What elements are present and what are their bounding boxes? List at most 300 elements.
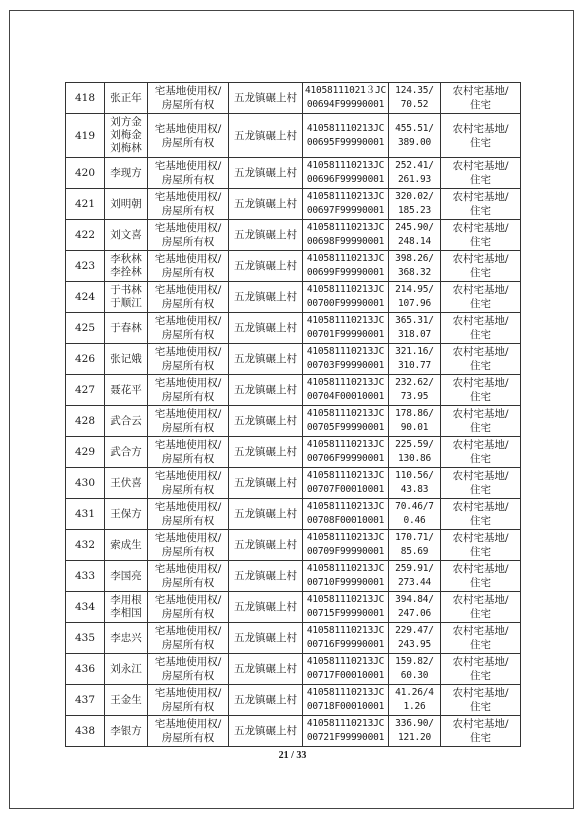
land-use-line: 农村宅基地/ xyxy=(452,439,509,451)
owner-name-line: 武合云 xyxy=(110,414,142,427)
location-cell: 五龙镇碾上村 xyxy=(229,83,303,114)
land-use-line: 农村宅基地/ xyxy=(452,625,509,637)
owner-name-cell xyxy=(105,623,148,654)
owner-name-cell xyxy=(105,685,148,716)
right-type-cell xyxy=(148,623,229,654)
owner-name-cell xyxy=(105,251,148,282)
area-line: 389.00 xyxy=(397,136,432,148)
row-number-cell: 427 xyxy=(66,375,105,406)
row-number-cell: 438 xyxy=(66,716,105,747)
unit-code-line: 00705F99990001 xyxy=(306,422,385,433)
owner-name-line: 武合方 xyxy=(110,445,142,458)
owner-name-cell xyxy=(105,375,148,406)
owner-name-cell xyxy=(105,344,148,375)
right-type-line: 宅基地使用权/ xyxy=(154,470,222,482)
land-use-line: 农村宅基地/ xyxy=(452,563,509,575)
table-row xyxy=(66,220,521,251)
table-row xyxy=(66,654,521,685)
unit-code-cell xyxy=(303,530,389,561)
location-cell: 五龙镇碾上村 xyxy=(229,468,303,499)
row-number-cell: 435 xyxy=(66,623,105,654)
area-line: 178.86/ xyxy=(395,408,434,419)
row-number-cell: 436 xyxy=(66,654,105,685)
owner-name-cell xyxy=(105,158,148,189)
unit-code-cell xyxy=(303,114,389,158)
owner-name-cell xyxy=(105,716,148,747)
unit-code-line: 410581110213JC xyxy=(306,687,385,698)
owner-name-cell xyxy=(105,83,148,114)
right-type-line: 宅基地使用权/ xyxy=(154,718,222,730)
area-cell xyxy=(389,158,441,189)
unit-code-line: 410581110213JC xyxy=(306,253,385,264)
area-line: 159.82/ xyxy=(395,656,434,667)
unit-code-cell xyxy=(303,158,389,189)
right-type-cell xyxy=(148,83,229,114)
location-cell: 五龙镇碾上村 xyxy=(229,375,303,406)
land-use-cell xyxy=(441,220,521,251)
owner-name-line: 王保方 xyxy=(110,507,142,520)
owner-name-line: 李秋林 xyxy=(110,253,142,265)
table-row xyxy=(66,499,521,530)
right-type-cell xyxy=(148,716,229,747)
land-use-line: 住宅 xyxy=(470,391,491,403)
property-registry-table xyxy=(65,82,521,747)
right-type-line: 房屋所有权 xyxy=(161,732,215,744)
area-cell xyxy=(389,654,441,685)
right-type-line: 房屋所有权 xyxy=(161,577,215,589)
unit-code-line: 410581110213JC xyxy=(306,160,385,171)
owner-name-line: 李现方 xyxy=(110,166,142,179)
location-cell: 五龙镇碾上村 xyxy=(229,654,303,685)
area-cell xyxy=(389,189,441,220)
row-number-cell: 434 xyxy=(66,592,105,623)
unit-code-cell xyxy=(303,406,389,437)
area-line: 70.46/7 xyxy=(395,501,434,512)
owner-name-cell xyxy=(105,406,148,437)
right-type-cell xyxy=(148,313,229,344)
right-type-line: 房屋所有权 xyxy=(161,670,215,682)
owner-name-line: 刘文喜 xyxy=(110,228,142,241)
area-line: 225.59/ xyxy=(395,439,434,450)
owner-name-line: 于书林 xyxy=(110,284,142,296)
owner-name-line: 刘梅金 xyxy=(110,129,142,141)
owner-name-line: 李国亮 xyxy=(110,569,142,582)
area-line: 321.16/ xyxy=(395,346,434,357)
unit-code-line: 00698F99990001 xyxy=(306,236,385,247)
owner-name-cell xyxy=(105,530,148,561)
table-row xyxy=(66,83,521,114)
land-use-line: 农村宅基地/ xyxy=(452,191,509,203)
land-use-line: 住宅 xyxy=(470,329,491,341)
land-use-cell xyxy=(441,114,521,158)
unit-code-line: 00696F99990001 xyxy=(306,174,385,185)
unit-code-cell xyxy=(303,592,389,623)
unit-code-line: 410581110213JC xyxy=(306,532,385,543)
land-use-line: 农村宅基地/ xyxy=(452,687,509,699)
right-type-cell xyxy=(148,251,229,282)
area-cell xyxy=(389,530,441,561)
right-type-cell xyxy=(148,189,229,220)
land-use-line: 住宅 xyxy=(470,732,491,744)
right-type-cell xyxy=(148,530,229,561)
land-use-cell xyxy=(441,251,521,282)
unit-code-cell xyxy=(303,499,389,530)
area-cell xyxy=(389,114,441,158)
land-use-line: 农村宅基地/ xyxy=(452,408,509,420)
row-number-cell: 426 xyxy=(66,344,105,375)
location-cell: 五龙镇碾上村 xyxy=(229,592,303,623)
land-use-cell xyxy=(441,158,521,189)
unit-code-line: 00718F00010001 xyxy=(306,701,385,712)
row-number-cell: 421 xyxy=(66,189,105,220)
location-cell: 五龙镇碾上村 xyxy=(229,499,303,530)
area-line: 90.01 xyxy=(400,422,429,433)
land-use-cell xyxy=(441,406,521,437)
right-type-line: 房屋所有权 xyxy=(161,236,215,248)
table-row xyxy=(66,623,521,654)
land-use-cell xyxy=(441,654,521,685)
right-type-cell xyxy=(148,685,229,716)
location-cell: 五龙镇碾上村 xyxy=(229,561,303,592)
unit-code-line: 00699F99990001 xyxy=(306,267,385,278)
owner-name-line: 刘永江 xyxy=(110,662,142,675)
land-use-line: 农村宅基地/ xyxy=(452,253,509,265)
land-use-line: 住宅 xyxy=(470,205,491,217)
right-type-line: 宅基地使用权/ xyxy=(154,160,222,172)
owner-name-line: 王伏喜 xyxy=(110,476,142,489)
land-use-line: 住宅 xyxy=(470,267,491,279)
land-use-line: 住宅 xyxy=(470,577,491,589)
row-number-cell: 423 xyxy=(66,251,105,282)
land-use-line: 住宅 xyxy=(470,639,491,651)
table-row xyxy=(66,561,521,592)
row-number-cell: 428 xyxy=(66,406,105,437)
land-use-line: 农村宅基地/ xyxy=(452,594,509,606)
location-cell: 五龙镇碾上村 xyxy=(229,406,303,437)
area-line: 243.95 xyxy=(397,639,432,650)
area-line: 70.52 xyxy=(400,99,429,110)
table-row xyxy=(66,251,521,282)
right-type-line: 房屋所有权 xyxy=(161,267,215,279)
area-line: 398.26/ xyxy=(395,253,434,264)
land-use-line: 农村宅基地/ xyxy=(452,85,509,97)
area-line: 110.56/ xyxy=(395,470,434,481)
area-line: 229.47/ xyxy=(395,625,434,636)
unit-code-line: 00694F99990001 xyxy=(306,99,385,110)
unit-code-line: 00700F99990001 xyxy=(306,298,385,309)
right-type-cell xyxy=(148,437,229,468)
row-number-cell: 418 xyxy=(66,83,105,114)
area-line: 130.86 xyxy=(397,453,432,464)
unit-code-line: 00708F00010001 xyxy=(306,515,385,526)
unit-code-cell xyxy=(303,716,389,747)
right-type-cell xyxy=(148,468,229,499)
right-type-line: 房屋所有权 xyxy=(161,360,215,372)
land-use-line: 农村宅基地/ xyxy=(452,718,509,730)
right-type-cell xyxy=(148,654,229,685)
unit-code-line: 00716F99990001 xyxy=(306,639,385,650)
owner-name-line: 刘方金 xyxy=(110,116,142,128)
right-type-cell xyxy=(148,592,229,623)
area-line: 124.35/ xyxy=(395,85,434,96)
row-number-cell: 433 xyxy=(66,561,105,592)
land-use-line: 住宅 xyxy=(470,484,491,496)
table-row xyxy=(66,685,521,716)
unit-code-line: 410581110213JC xyxy=(306,594,385,605)
land-use-line: 住宅 xyxy=(470,608,491,620)
land-use-cell xyxy=(441,282,521,313)
right-type-line: 房屋所有权 xyxy=(161,99,215,111)
area-line: 43.83 xyxy=(400,484,429,495)
unit-code-cell xyxy=(303,561,389,592)
unit-code-cell xyxy=(303,654,389,685)
table-row xyxy=(66,468,521,499)
location-cell: 五龙镇碾上村 xyxy=(229,189,303,220)
owner-name-cell xyxy=(105,437,148,468)
area-line: 1.26 xyxy=(403,701,426,712)
row-number-cell: 431 xyxy=(66,499,105,530)
unit-code-cell xyxy=(303,375,389,406)
unit-code-cell xyxy=(303,437,389,468)
land-use-cell xyxy=(441,468,521,499)
table-row xyxy=(66,375,521,406)
land-use-cell xyxy=(441,685,521,716)
table-row xyxy=(66,530,521,561)
owner-name-cell xyxy=(105,499,148,530)
right-type-line: 宅基地使用权/ xyxy=(154,284,222,296)
area-line: 41.26/4 xyxy=(395,687,434,698)
land-use-line: 农村宅基地/ xyxy=(452,160,509,172)
area-cell xyxy=(389,83,441,114)
area-line: 170.71/ xyxy=(395,532,434,543)
area-line: 0.46 xyxy=(403,515,426,526)
right-type-cell xyxy=(148,114,229,158)
owner-name-cell xyxy=(105,592,148,623)
land-use-cell xyxy=(441,375,521,406)
owner-name-line: 张正年 xyxy=(110,91,142,104)
right-type-line: 房屋所有权 xyxy=(161,174,215,186)
land-use-line: 住宅 xyxy=(470,670,491,682)
unit-code-line: 00709F99990001 xyxy=(306,546,385,557)
right-type-line: 宅基地使用权/ xyxy=(154,439,222,451)
land-use-cell xyxy=(441,716,521,747)
table-row xyxy=(66,158,521,189)
unit-code-line: 00717F00010001 xyxy=(306,670,385,681)
area-line: 60.30 xyxy=(400,670,429,681)
row-number-cell: 425 xyxy=(66,313,105,344)
right-type-line: 宅基地使用权/ xyxy=(154,408,222,420)
land-use-cell xyxy=(441,437,521,468)
owner-name-cell xyxy=(105,561,148,592)
right-type-line: 宅基地使用权/ xyxy=(154,346,222,358)
unit-code-cell xyxy=(303,685,389,716)
table-row xyxy=(66,189,521,220)
land-use-line: 住宅 xyxy=(470,298,491,310)
unit-code-line: 410581110213JC xyxy=(306,408,385,419)
right-type-line: 房屋所有权 xyxy=(161,546,215,558)
owner-name-line: 刘梅林 xyxy=(110,142,142,154)
owner-name-cell xyxy=(105,114,148,158)
unit-code-line: 410581110213JC xyxy=(306,563,385,574)
land-use-line: 住宅 xyxy=(470,546,491,558)
land-use-line: 农村宅基地/ xyxy=(452,470,509,482)
unit-code-line: 410581110213JC xyxy=(306,284,385,295)
unit-code-line: 410581110213JC xyxy=(306,718,385,729)
right-type-line: 房屋所有权 xyxy=(161,701,215,713)
owner-name-cell xyxy=(105,468,148,499)
right-type-line: 房屋所有权 xyxy=(161,453,215,465)
land-use-line: 农村宅基地/ xyxy=(452,346,509,358)
row-number-cell: 430 xyxy=(66,468,105,499)
location-cell: 五龙镇碾上村 xyxy=(229,716,303,747)
area-line: 252.41/ xyxy=(395,160,434,171)
right-type-line: 宅基地使用权/ xyxy=(154,253,222,265)
owner-name-line: 索成生 xyxy=(110,538,142,551)
unit-code-line: 410581110213JC xyxy=(306,122,385,134)
location-cell: 五龙镇碾上村 xyxy=(229,282,303,313)
area-line: 185.23 xyxy=(397,205,432,216)
row-number-cell: 419 xyxy=(66,114,105,158)
unit-code-line: 410581110213JC xyxy=(306,501,385,512)
location-cell: 五龙镇碾上村 xyxy=(229,623,303,654)
area-cell xyxy=(389,282,441,313)
right-type-line: 房屋所有权 xyxy=(161,136,215,149)
unit-code-line: 410581110213JC xyxy=(306,439,385,450)
area-cell xyxy=(389,499,441,530)
area-line: 247.06 xyxy=(397,608,432,619)
owner-name-cell xyxy=(105,282,148,313)
area-line: 310.77 xyxy=(397,360,432,371)
area-cell xyxy=(389,623,441,654)
right-type-line: 宅基地使用权/ xyxy=(154,687,222,699)
land-use-line: 农村宅基地/ xyxy=(452,501,509,513)
owner-name-cell xyxy=(105,654,148,685)
right-type-line: 房屋所有权 xyxy=(161,205,215,217)
unit-code-line: 00710F99990001 xyxy=(306,577,385,588)
area-cell xyxy=(389,592,441,623)
right-type-line: 宅基地使用权/ xyxy=(154,501,222,513)
land-use-line: 农村宅基地/ xyxy=(452,122,509,135)
owner-name-line: 于春林 xyxy=(110,321,142,334)
owner-name-line: 刘明朝 xyxy=(110,197,142,210)
table-row xyxy=(66,716,521,747)
area-line: 336.90/ xyxy=(395,718,434,729)
unit-code-line: 410581110213JC xyxy=(306,656,385,667)
land-use-cell xyxy=(441,83,521,114)
land-use-line: 农村宅基地/ xyxy=(452,315,509,327)
right-type-line: 宅基地使用权/ xyxy=(154,532,222,544)
right-type-line: 房屋所有权 xyxy=(161,329,215,341)
unit-code-line: 410581110213JC xyxy=(306,625,385,636)
land-use-line: 住宅 xyxy=(470,236,491,248)
location-cell: 五龙镇碾上村 xyxy=(229,530,303,561)
right-type-line: 宅基地使用权/ xyxy=(154,563,222,575)
unit-code-cell xyxy=(303,468,389,499)
land-use-line: 农村宅基地/ xyxy=(452,377,509,389)
right-type-cell xyxy=(148,375,229,406)
area-cell xyxy=(389,406,441,437)
right-type-line: 宅基地使用权/ xyxy=(154,656,222,668)
unit-code-cell xyxy=(303,83,389,114)
land-use-line: 住宅 xyxy=(470,515,491,527)
unit-code-cell xyxy=(303,251,389,282)
unit-code-line: 410581110213JC xyxy=(306,470,385,481)
unit-code-line: 410581110213JC xyxy=(306,222,385,233)
row-number-cell: 437 xyxy=(66,685,105,716)
row-number-cell: 424 xyxy=(66,282,105,313)
row-number-cell: 422 xyxy=(66,220,105,251)
area-line: 73.95 xyxy=(400,391,429,402)
owner-name-line: 王金生 xyxy=(110,693,142,706)
land-use-line: 住宅 xyxy=(470,360,491,372)
area-cell xyxy=(389,437,441,468)
land-use-line: 住宅 xyxy=(470,701,491,713)
owner-name-line: 李相国 xyxy=(110,607,142,619)
land-use-line: 住宅 xyxy=(470,99,491,111)
area-line: 107.96 xyxy=(397,298,432,309)
owner-name-line: 李拴林 xyxy=(110,266,142,278)
table-row xyxy=(66,344,521,375)
row-number-cell: 432 xyxy=(66,530,105,561)
unit-code-line: 00715F99990001 xyxy=(306,608,385,619)
owner-name-line: 张记娥 xyxy=(110,352,142,365)
area-cell xyxy=(389,375,441,406)
unit-code-line: 00697F99990001 xyxy=(306,205,385,216)
unit-code-line: 410581110213JC xyxy=(306,191,385,202)
right-type-cell xyxy=(148,406,229,437)
unit-code-cell xyxy=(303,344,389,375)
land-use-cell xyxy=(441,344,521,375)
row-number-cell: 429 xyxy=(66,437,105,468)
area-line: 85.69 xyxy=(400,546,429,557)
table-row xyxy=(66,114,521,158)
right-type-cell xyxy=(148,220,229,251)
land-use-line: 农村宅基地/ xyxy=(452,222,509,234)
row-number-cell: 420 xyxy=(66,158,105,189)
area-cell xyxy=(389,220,441,251)
right-type-line: 房屋所有权 xyxy=(161,639,215,651)
location-cell: 五龙镇碾上村 xyxy=(229,313,303,344)
table-row xyxy=(66,313,521,344)
page-number: 21 / 33 xyxy=(278,750,307,761)
area-cell xyxy=(389,716,441,747)
area-line: 245.90/ xyxy=(395,222,434,233)
location-cell: 五龙镇碾上村 xyxy=(229,114,303,158)
area-line: 365.31/ xyxy=(395,315,434,326)
right-type-line: 宅基地使用权/ xyxy=(154,315,222,327)
land-use-cell xyxy=(441,530,521,561)
owner-name-line: 李忠兴 xyxy=(110,631,142,644)
area-cell xyxy=(389,685,441,716)
area-line: 261.93 xyxy=(397,174,432,185)
land-use-cell xyxy=(441,189,521,220)
location-cell: 五龙镇碾上村 xyxy=(229,437,303,468)
unit-code-line: 00695F99990001 xyxy=(306,136,385,148)
unit-code-line: 41058111021３JC xyxy=(304,85,387,96)
unit-code-line: 410581110213JC xyxy=(306,346,385,357)
area-cell xyxy=(389,468,441,499)
right-type-cell xyxy=(148,561,229,592)
right-type-line: 宅基地使用权/ xyxy=(154,625,222,637)
area-line: 320.02/ xyxy=(395,191,434,202)
land-use-cell xyxy=(441,561,521,592)
location-cell: 五龙镇碾上村 xyxy=(229,220,303,251)
location-cell: 五龙镇碾上村 xyxy=(229,685,303,716)
table-row xyxy=(66,406,521,437)
owner-name-line: 李用根 xyxy=(110,594,142,606)
area-line: 455.51/ xyxy=(395,122,434,134)
land-use-cell xyxy=(441,499,521,530)
